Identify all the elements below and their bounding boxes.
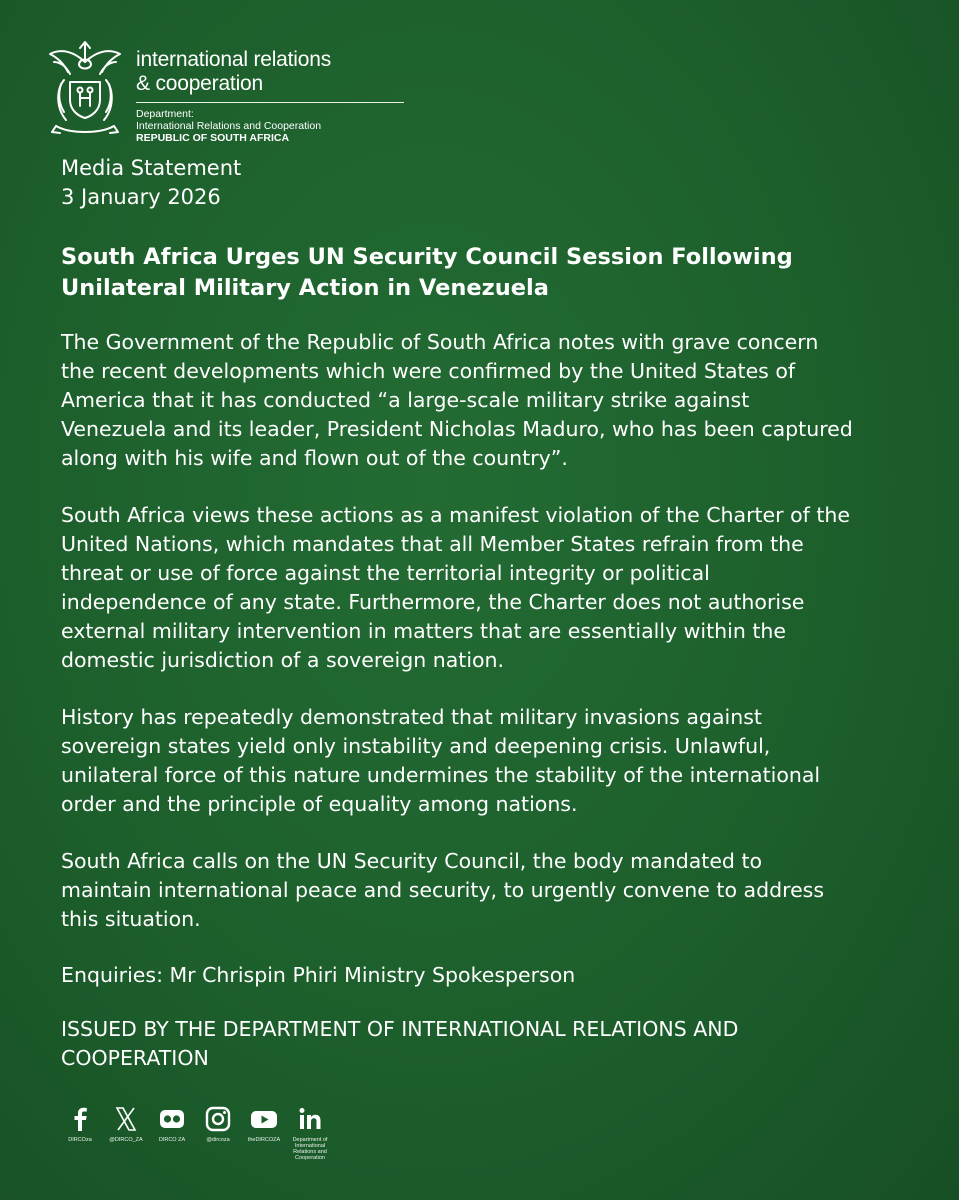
social-facebook[interactable] — [56, 1104, 104, 1143]
social-label: theDIRCOZA — [247, 1137, 281, 1143]
paragraph-line: external military intervention in matters that are essentially within the — [61, 619, 787, 643]
paragraph-2 — [61, 501, 931, 675]
paragraph-line: unilateral force of this nature undermines the stability of the international — [61, 763, 821, 787]
headline-line-1: South Africa Urges UN Security Council Session Following — [61, 244, 793, 270]
social-links — [56, 1104, 356, 1161]
brand-block — [136, 48, 406, 144]
brand-line-2: & cooperation — [136, 72, 263, 95]
paragraph-1 — [61, 328, 931, 473]
department-label: Department: — [136, 108, 194, 120]
statement-date: 3 January 2026 — [61, 185, 221, 209]
paragraph-line: the recent developments which were confirmed by the United States of — [61, 359, 796, 383]
paragraph-line: Venezuela and its leader, President Nicholas Maduro, who has been captured — [61, 417, 853, 441]
social-label: DIRCOza — [68, 1137, 92, 1143]
enquiries-contact: Enquiries: Mr Chrispin Phiri Ministry Spokesperson — [61, 963, 576, 987]
issued-by — [61, 1015, 931, 1073]
department-header — [44, 40, 374, 150]
facebook-icon — [65, 1104, 95, 1134]
paragraph-line: this situation. — [61, 907, 201, 931]
paragraph-3 — [61, 703, 931, 819]
headline-line-2: Unilateral Military Action in Venezuela — [61, 275, 549, 301]
social-label: @dircoza — [206, 1137, 230, 1143]
paragraph-line: independence of any state. Furthermore, the Charter does not authorise — [61, 590, 805, 614]
youtube-icon — [249, 1104, 279, 1134]
social-flickr[interactable] — [148, 1104, 196, 1143]
social-youtube[interactable] — [240, 1104, 288, 1143]
social-x[interactable] — [102, 1104, 150, 1143]
paragraph-line: America that it has conducted “a large-scale military strike against — [61, 388, 750, 412]
issued-line-2: COOPERATION — [61, 1046, 209, 1070]
statement-content — [61, 154, 931, 1073]
paragraph-line: order and the principle of equality among nations. — [61, 792, 578, 816]
paragraph-line: United Nations, which mandates that all Member States refrain from the — [61, 532, 804, 556]
paragraph-line: threat or use of force against the territorial integrity or political — [61, 561, 710, 585]
paragraph-line: South Africa views these actions as a manifest violation of the Charter of the — [61, 503, 851, 527]
paragraph-line: South Africa calls on the UN Security Council, the body mandated to — [61, 849, 763, 873]
statement-headline — [61, 242, 931, 304]
brand-line-1: international relations — [136, 48, 332, 71]
country-name: REPUBLIC OF SOUTH AFRICA — [136, 132, 290, 144]
paragraph-line: The Government of the Republic of South Africa notes with grave concern — [61, 330, 819, 354]
issued-line-1: ISSUED BY THE DEPARTMENT OF INTERNATIONAL RELATIONS AND — [61, 1017, 739, 1041]
paragraph-line: sovereign states yield only instability and deepening crisis. Unlawful, — [61, 734, 771, 758]
x-icon — [111, 1104, 141, 1134]
paragraph-line: History has repeatedly demonstrated that military invasions against — [61, 705, 762, 729]
paragraph-4 — [61, 847, 931, 934]
coat-of-arms-emblem — [44, 40, 126, 144]
social-linkedin[interactable] — [286, 1104, 334, 1161]
social-label: Department of International Relations and Cooperation — [292, 1137, 328, 1161]
paragraph-line: maintain international peace and security, to urgently convene to address — [61, 878, 825, 902]
social-label: @DIRCO_ZA — [109, 1137, 143, 1143]
paragraph-line: domestic jurisdiction of a sovereign nation. — [61, 648, 505, 672]
department-name: International Relations and Cooperation — [136, 120, 322, 132]
linkedin-icon — [295, 1104, 325, 1134]
statement-type: Media Statement — [61, 156, 242, 180]
flickr-icon — [157, 1104, 187, 1134]
social-instagram[interactable] — [194, 1104, 242, 1143]
social-label: DIRCO ZA — [158, 1137, 186, 1143]
brand-divider — [136, 102, 404, 103]
paragraph-line: along with his wife and flown out of the country”. — [61, 446, 568, 470]
instagram-icon — [203, 1104, 233, 1134]
